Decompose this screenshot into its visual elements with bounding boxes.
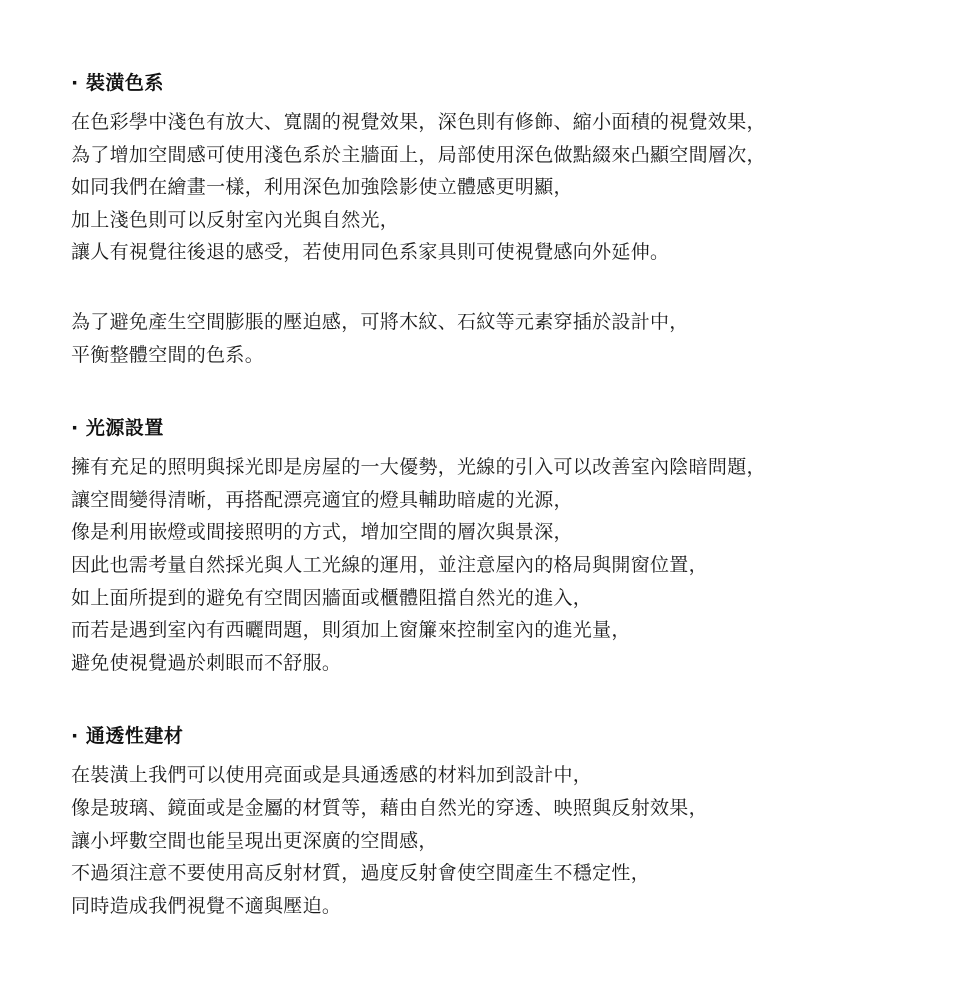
section-heading: · 光源設置 xyxy=(71,417,164,440)
paragraph xyxy=(71,451,971,679)
article xyxy=(71,66,971,922)
paragraph xyxy=(71,759,971,922)
section-decor-color xyxy=(71,66,971,371)
text-line: 擁有充足的照明與採光即是房屋的一大優勢，光線的引入可以改善室內陰暗問題， xyxy=(71,456,766,479)
text-line: 如同我們在繪畫一樣，利用深色加強陰影使立體感更明顯， xyxy=(71,176,573,199)
section-lighting xyxy=(71,411,971,679)
section-spacer xyxy=(71,371,971,411)
section-heading: · 裝潢色系 xyxy=(71,72,164,94)
paragraph xyxy=(71,106,971,269)
text-line: 避免使視覺過於刺眼而不舒服。 xyxy=(71,651,342,674)
text-line: 而若是遇到室內有西曬問題，則須加上窗簾來控制室內的進光量， xyxy=(71,619,631,642)
paragraph xyxy=(71,306,971,371)
text-line: 像是玻璃、鏡面或是金屬的材質等，藉由自然光的穿透、映照與反射效果， xyxy=(71,796,708,819)
text-line: 同時造成我們視覺不適與壓迫。 xyxy=(71,894,342,917)
text-line: 像是利用嵌燈或間接照明的方式，增加空間的層次與景深， xyxy=(71,521,573,544)
paragraph-spacer xyxy=(71,269,971,306)
text-line: 因此也需考量自然採光與人工光線的運用，並注意屋內的格局與開窗位置， xyxy=(71,553,708,576)
text-line: 不過須注意不要使用高反射材質，過度反射會使空間產生不穩定性， xyxy=(71,862,651,885)
section-heading: · 通透性建材 xyxy=(71,725,184,748)
section-transparent-materials xyxy=(71,719,971,922)
text-line: 為了避免產生空間膨脹的壓迫感，可將木紋、石紋等元素穿插於設計中， xyxy=(71,310,689,333)
text-line: 在裝潢上我們可以使用亮面或是具通透感的材料加到設計中， xyxy=(71,764,593,787)
text-line: 讓小坪數空間也能呈現出更深廣的空間感， xyxy=(71,829,438,852)
text-line: 為了增加空間感可使用淺色系於主牆面上，局部使用深色做點綴來凸顯空間層次， xyxy=(71,143,766,166)
text-line: 讓空間變得清晰，再搭配漂亮適宜的燈具輔助暗處的光源， xyxy=(71,488,573,511)
text-line: 讓人有視覺往後退的感受，若使用同色系家具則可使視覺感向外延伸。 xyxy=(71,241,670,264)
text-line: 加上淺色則可以反射室內光與自然光， xyxy=(71,208,400,231)
text-line: 如上面所提到的避免有空間因牆面或櫃體阻擋自然光的進入， xyxy=(71,586,593,609)
section-spacer xyxy=(71,679,971,719)
text-line: 在色彩學中淺色有放大、寬闊的視覺效果，深色則有修飾、縮小面積的視覺效果， xyxy=(71,111,766,133)
text-line: 平衡整體空間的色系。 xyxy=(71,343,265,366)
